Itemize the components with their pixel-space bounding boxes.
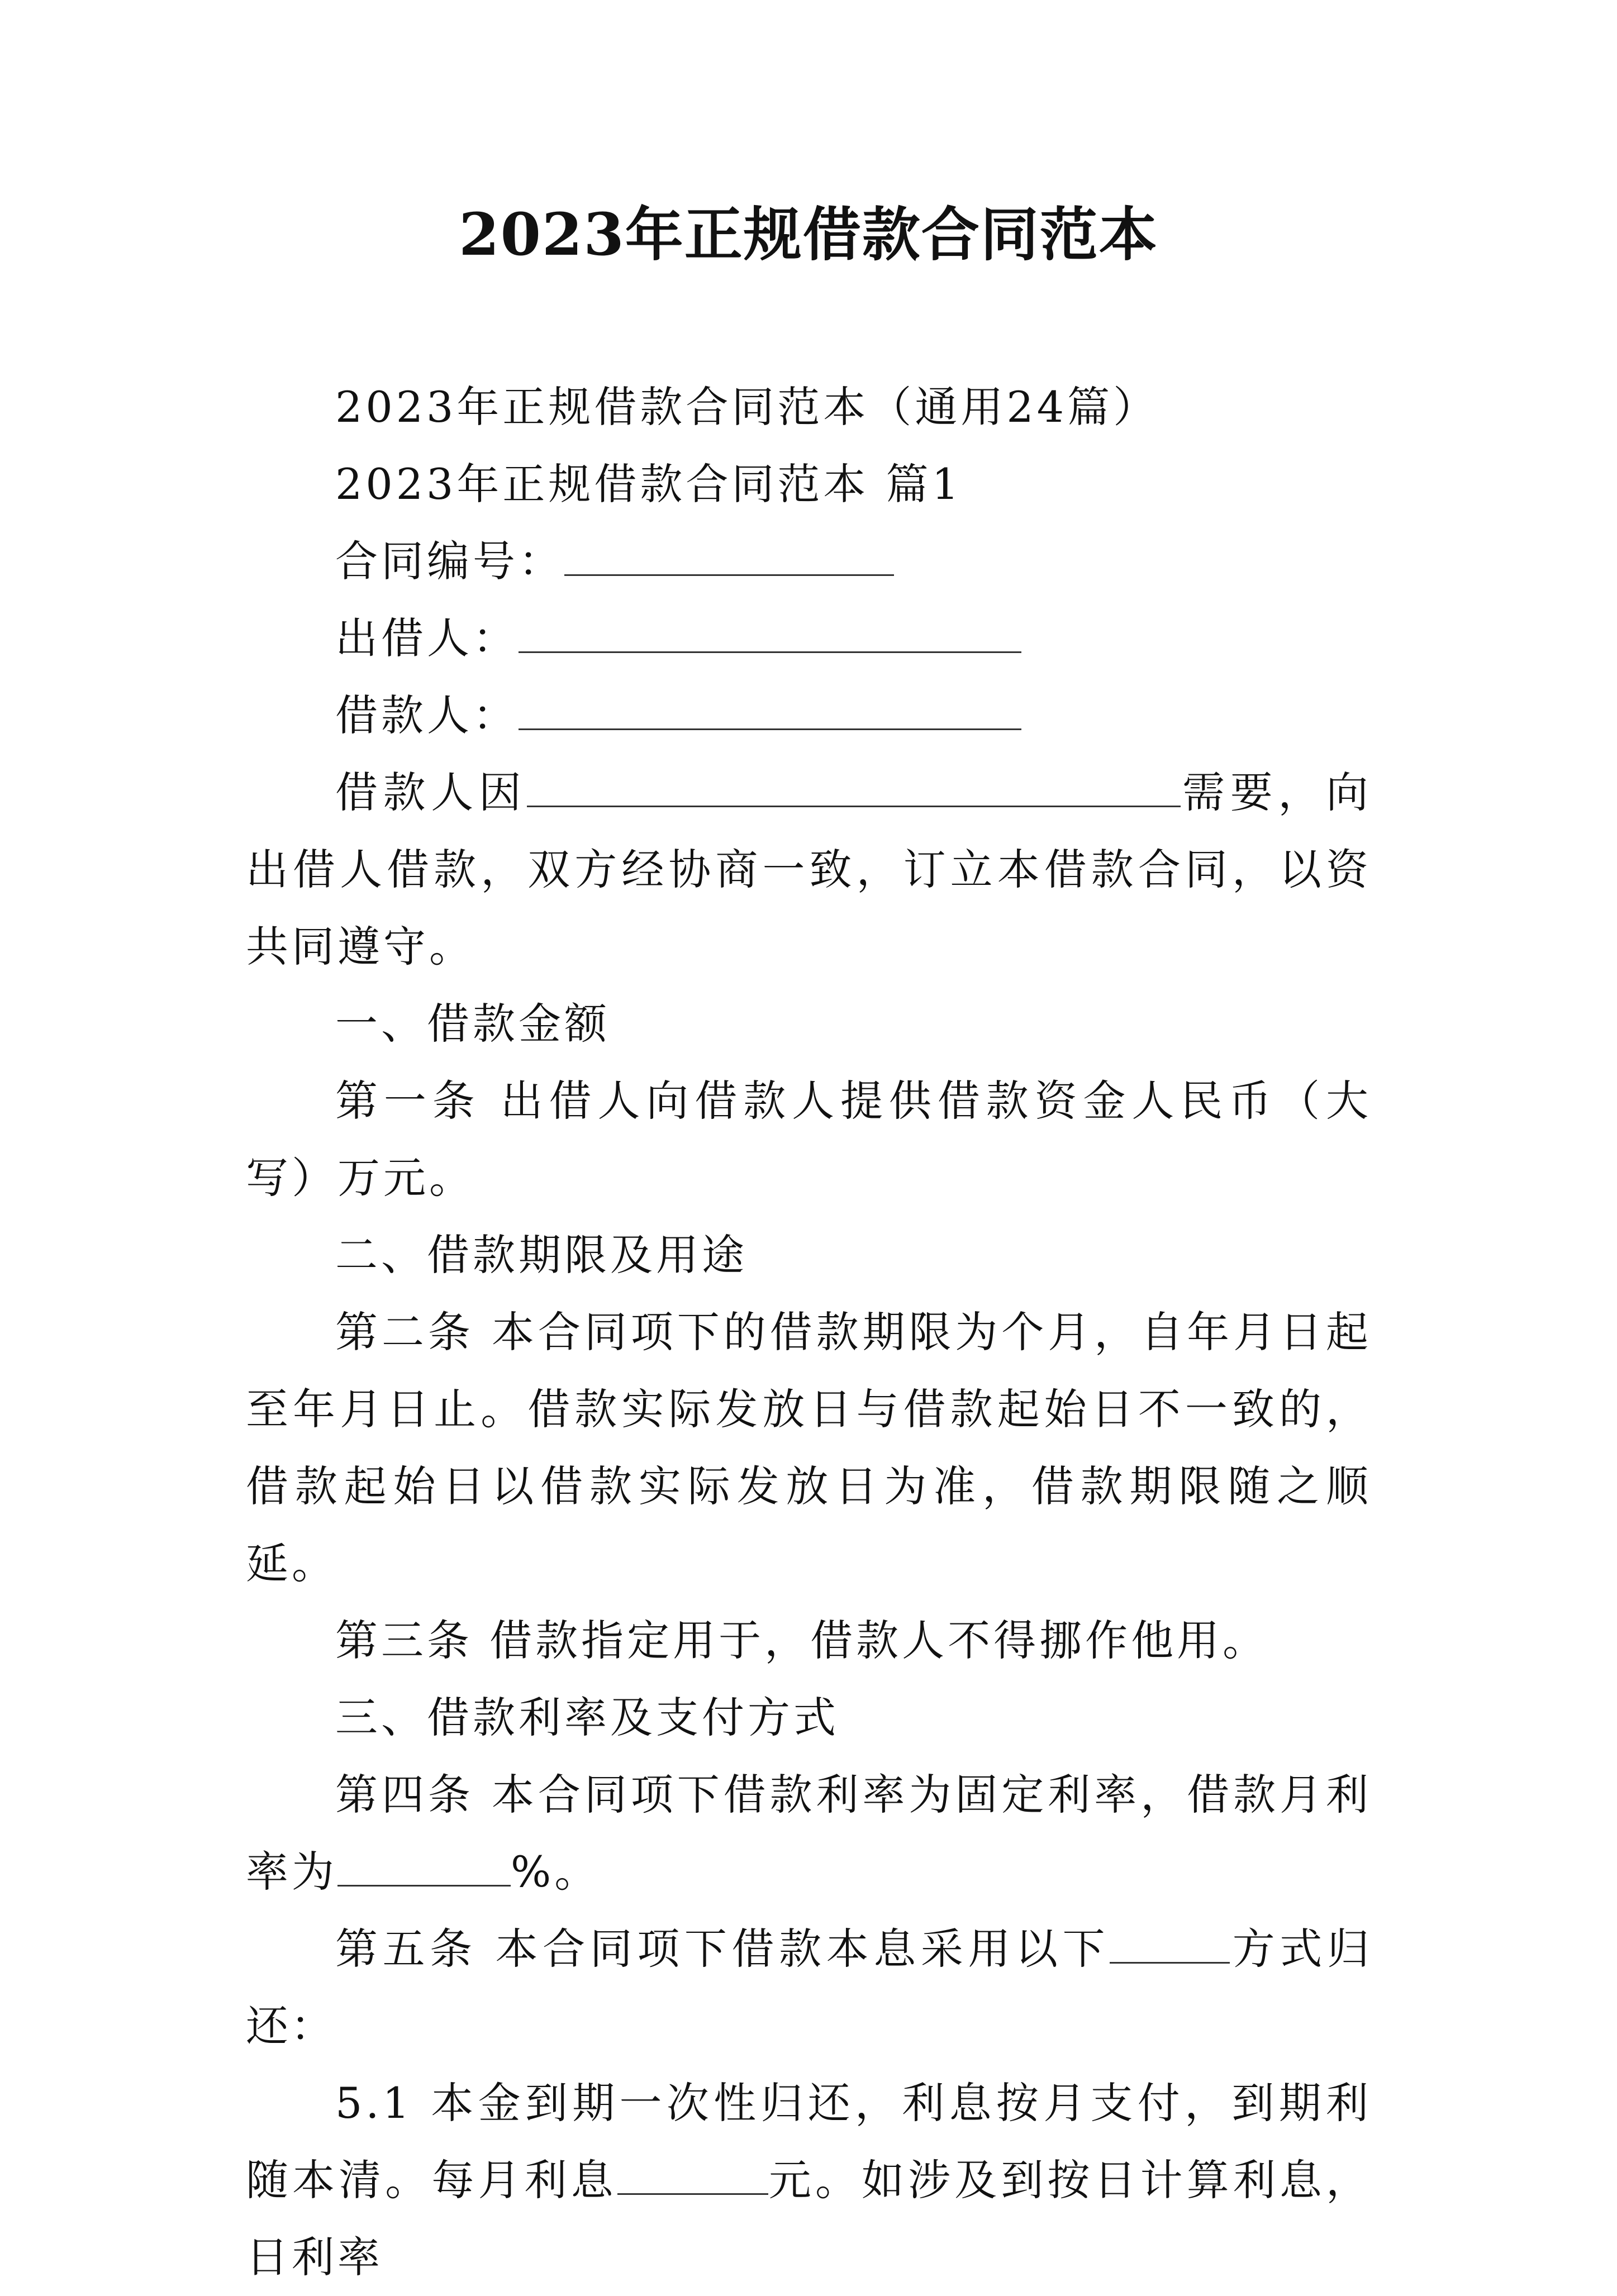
clause-5-1-text: 5.1 本金到期一次性归还，利息按月支付，到期利随本清。每月利息 bbox=[246, 2078, 1372, 2205]
clause-4-end: %。 bbox=[511, 1847, 601, 1897]
borrower-line bbox=[246, 677, 1372, 754]
loan-reason-blank bbox=[527, 763, 1181, 807]
clause-1: 第一条 出借人向借款人提供借款资金人民币（大写）万元。 bbox=[246, 1076, 1372, 1203]
document-body bbox=[246, 369, 1372, 2296]
borrower-label: 借款人： bbox=[335, 690, 519, 740]
contract-number-label: 合同编号： bbox=[335, 536, 564, 586]
section-heading-term: 二、借款期限及用途 bbox=[335, 1230, 748, 1280]
preamble-start: 借款人因 bbox=[335, 768, 527, 817]
monthly-interest-blank bbox=[617, 2151, 768, 2195]
section-heading-amount: 一、借款金额 bbox=[335, 999, 610, 1049]
lender-line bbox=[246, 600, 1372, 677]
clause-2: 第二条 本合同项下的借款期限为个月，自年月日起至年月日止。借款实际发放日与借款起始日不一致的，借款起始日以借款实际发放日为准，借款期限随之顺延。 bbox=[246, 1307, 1372, 1588]
clause-5-text: 第五条 本合同项下借款本息采用以下 bbox=[335, 1924, 1110, 1974]
lender-blank bbox=[519, 609, 1021, 653]
document-title: 2023年正规借款合同范本 bbox=[459, 200, 1158, 269]
clause-5 bbox=[246, 1911, 1372, 2065]
clause-3: 第三条 借款指定用于，借款人不得挪作他用。 bbox=[335, 1616, 1269, 1665]
preamble-rest: 需要，向出借人借款，双方经协商一致，订立本借款合同，以资共同遵守。 bbox=[246, 768, 1372, 971]
article-heading: 2023年正规借款合同范本 篇1 bbox=[335, 459, 962, 509]
borrower-blank bbox=[519, 686, 1021, 730]
document-subtitle: 2023年正规借款合同范本（通用24篇） bbox=[335, 382, 1159, 432]
clause-4 bbox=[246, 1756, 1372, 1911]
clause-5-end: 方式归还： bbox=[246, 1924, 1372, 2051]
section-heading-interest: 三、借款利率及支付方式 bbox=[335, 1693, 839, 1742]
monthly-rate-blank bbox=[337, 1842, 511, 1887]
clause-5-1-end: 元。如涉及到按日计算利息，日利率 bbox=[246, 2155, 1372, 2282]
contract-number-line bbox=[246, 523, 1372, 600]
repayment-method-blank bbox=[1110, 1919, 1230, 1964]
contract-number-blank bbox=[564, 532, 894, 576]
clause-4-text: 第四条 本合同项下借款利率为固定利率，借款月利率为 bbox=[246, 1770, 1372, 1897]
lender-label: 出借人： bbox=[335, 613, 519, 663]
clause-5-1 bbox=[246, 2065, 1372, 2296]
preamble-paragraph bbox=[246, 754, 1372, 985]
